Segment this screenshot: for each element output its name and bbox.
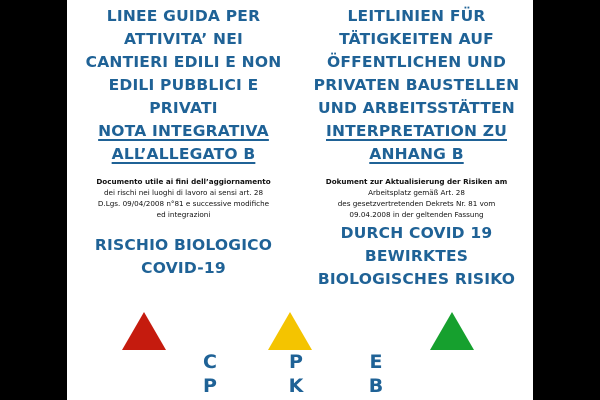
letter-pair-eb xyxy=(361,350,391,398)
german-title-line: LEITLINIEN FÜR xyxy=(347,7,486,25)
german-note-line: Dokument zur Aktualisierung der Risiken am xyxy=(325,177,508,186)
german-risk-line: BIOLOGISCHES RISIKO xyxy=(317,270,516,288)
german-subtitle xyxy=(300,120,533,166)
letter-pair-pk xyxy=(281,350,311,398)
yellow-triangle-icon xyxy=(268,312,312,350)
letter-pair-cp xyxy=(195,350,225,398)
letter-top: C xyxy=(203,351,217,373)
italian-subtitle xyxy=(67,120,300,166)
letter-bottom: P xyxy=(203,375,217,397)
document-page xyxy=(67,0,533,400)
german-title-line: TÄTIGKEITEN AUF xyxy=(339,30,494,48)
italian-title-line: EDILI PUBBLICI E xyxy=(108,76,259,94)
german-column xyxy=(300,0,533,291)
green-triangle-icon xyxy=(430,312,474,350)
italian-note-line: Documento utile ai fini dell’aggiornamento xyxy=(96,177,271,186)
letter-bottom: B xyxy=(368,375,384,397)
german-title-line: ÖFFENTLICHEN UND xyxy=(326,53,507,71)
red-triangle-icon xyxy=(122,312,166,350)
german-note-line: des gesetzvertretenden Dekrets Nr. 81 vom xyxy=(337,199,496,208)
german-title xyxy=(300,0,533,120)
italian-title-line: LINEE GUIDA PER xyxy=(106,7,261,25)
italian-risk-heading xyxy=(67,234,300,280)
italian-title-line: CANTIERI EDILI E NON xyxy=(85,53,282,71)
italian-note-line: dei rischi nei luoghi di lavoro ai sensi art. 28 xyxy=(103,188,264,197)
italian-note-line: ed integrazioni xyxy=(156,210,211,219)
letter-top: P xyxy=(289,351,303,373)
italian-title-line: PRIVATI xyxy=(149,99,218,117)
german-title-line: UND ARBEITSSTÄTTEN xyxy=(318,99,515,117)
german-subtitle-line: ANHANG B xyxy=(369,145,464,163)
italian-subtitle-line: ALL’ALLEGATO B xyxy=(111,145,256,163)
german-risk-line: DURCH COVID 19 xyxy=(340,224,493,242)
german-note-line: 09.04.2008 in der geltenden Fassung xyxy=(349,210,484,219)
italian-title xyxy=(67,0,300,120)
italian-note-line: D.Lgs. 09/04/2008 n°81 e successive modifiche xyxy=(97,199,270,208)
german-note-line: Arbeitsplatz gemäß Art. 28 xyxy=(368,188,465,197)
italian-title-line: ATTIVITA’ NEI xyxy=(124,30,243,48)
italian-risk-line: COVID-19 xyxy=(141,259,226,277)
letter-top: E xyxy=(369,351,383,373)
german-risk-line: BEWIRKTES xyxy=(364,247,469,265)
letter-bottom: K xyxy=(288,375,304,397)
italian-risk-line: RISCHIO BIOLOGICO xyxy=(94,236,273,254)
german-note xyxy=(300,176,533,220)
italian-note xyxy=(67,176,300,220)
italian-subtitle-line: NOTA INTEGRATIVA xyxy=(98,122,269,140)
german-subtitle-line: INTERPRETATION ZU xyxy=(326,122,507,140)
italian-column xyxy=(67,0,300,280)
german-title-line: PRIVATEN BAUSTELLEN xyxy=(313,76,520,94)
german-risk-heading xyxy=(300,222,533,291)
